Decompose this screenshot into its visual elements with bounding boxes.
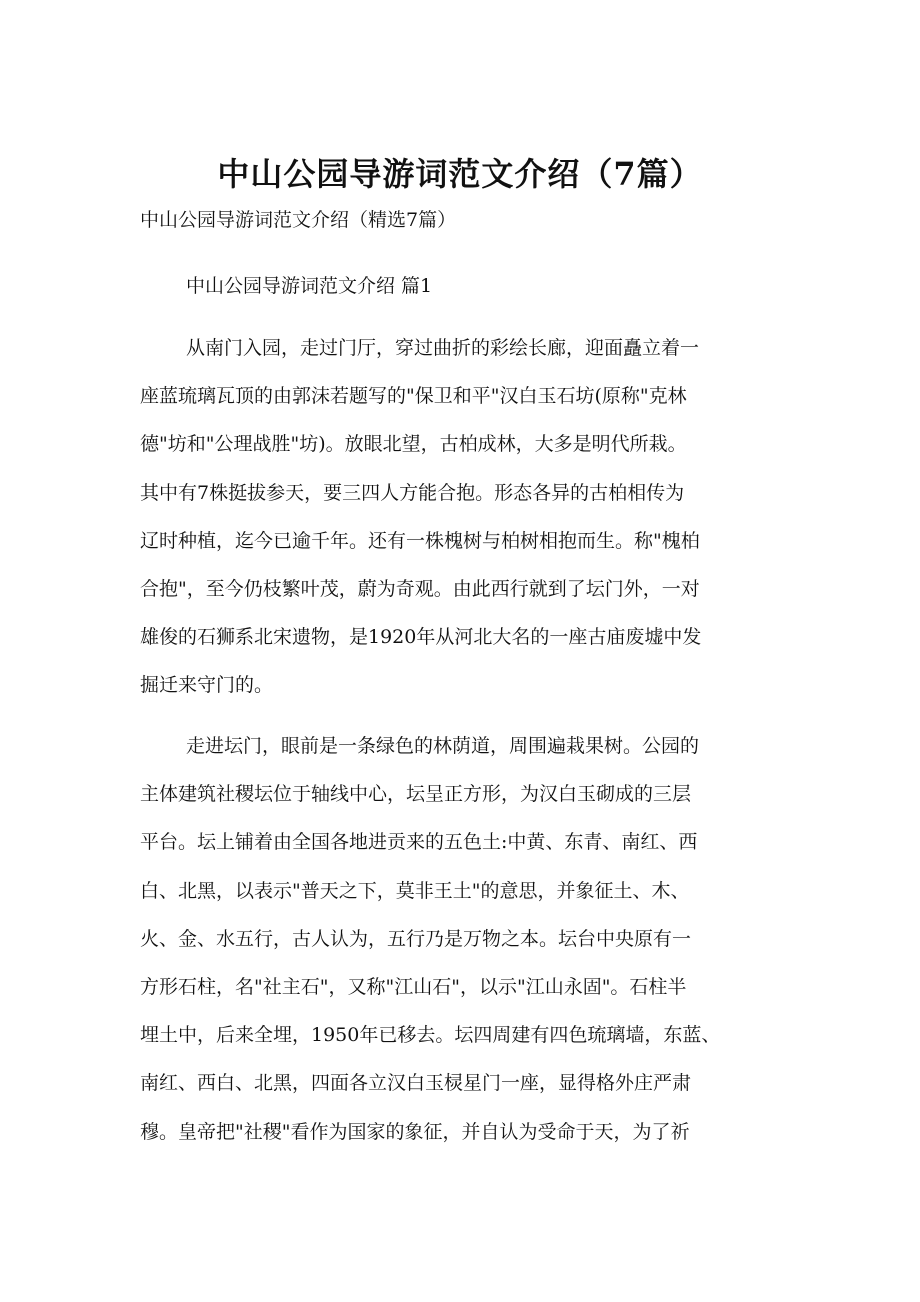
paragraph-2 [140,722,720,1156]
paragraph-line: 方形石柱，名"社主石"，又称"江山石"，以示"江山永固"。石柱半 [140,976,687,999]
paragraph-line: 雄俊的石狮系北宋遗物，是1920年从河北大名的一座古庙废墟中发 [140,626,702,649]
document-title: 中山公园导游词范文介绍（7篇） [217,155,703,193]
paragraph-line: 火、金、水五行，古人认为，五行乃是万物之本。坛台中央原有一 [140,927,692,950]
paragraph-1 [140,324,701,710]
paragraph-line: 辽时种植，迄今已逾千年。还有一株槐树与柏树相抱而生。称"槐柏 [140,529,700,552]
paragraph-line: 德"坊和"公理战胜"坊)。放眼北望，古柏成林，大多是明代所栽。 [140,433,687,456]
paragraph-line: 平台。坛上铺着由全国各地进贡来的五色土:中黄、东青、南红、西 [140,831,698,854]
paragraph-line: 主体建筑社稷坛位于轴线中心，坛呈正方形，为汉白玉砌成的三层 [140,783,692,806]
paragraph-line: 其中有7株挺拔参天，要三四人方能合抱。形态各异的古柏相传为 [140,481,685,504]
section-heading: 中山公园导游词范文介绍 篇1 [186,275,433,297]
paragraph-line: 走进坛门，眼前是一条绿色的林荫道，周围遍栽果树。公园的 [186,735,700,757]
paragraph-line: 掘迁来守门的。 [140,674,274,697]
paragraph-line: 合抱"，至今仍枝繁叶茂，蔚为奇观。由此西行就到了坛门外，一对 [140,578,700,601]
paragraph-line: 穆。皇帝把"社稷"看作为国家的象征，并自认为受命于天，为了祈 [140,1120,690,1143]
paragraph-line: 座蓝琉璃瓦顶的由郭沫若题写的"保卫和平"汉白玉石坊(原称"克林 [140,385,687,408]
paragraph-line: 从南门入园，走过门厅，穿过曲折的彩绘长廊，迎面矗立着一 [186,337,700,359]
paragraph-line: 南红、西白、北黑，四面各立汉白玉棂星门一座，显得格外庄严肃 [140,1072,692,1095]
paragraph-line: 白、北黑，以表示"普天之下，莫非王土"的意思，并象征土、木、 [140,879,690,902]
document-subtitle: 中山公园导游词范文介绍（精选7篇） [140,209,457,231]
paragraph-line: 埋土中，后来全埋，1950年已移去。坛四周建有四色琉璃墙，东蓝、 [140,1024,721,1047]
